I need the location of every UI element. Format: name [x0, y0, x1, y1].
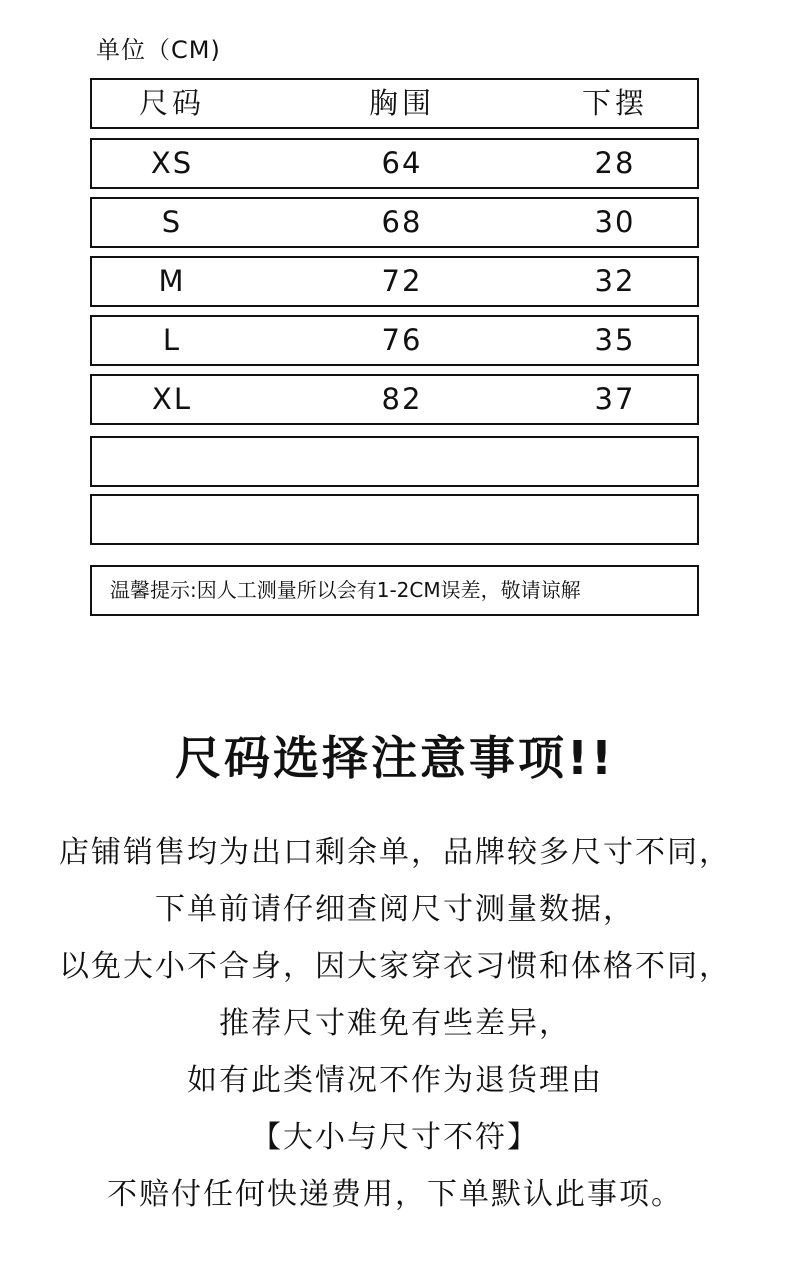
chest-cell: 68 — [381, 205, 423, 239]
table-row — [90, 374, 699, 425]
unit-label: 单位（CM) — [96, 36, 221, 64]
chest-cell: 64 — [381, 146, 423, 180]
hem-cell — [565, 438, 665, 485]
table-row — [90, 197, 699, 248]
notice-line: 如有此类情况不作为退货理由 — [187, 1063, 603, 1098]
hem-cell: 28 — [594, 146, 636, 180]
size-cell: S — [161, 205, 183, 239]
header-chest: 胸围 — [368, 86, 435, 120]
notice-line: 推荐尺寸难免有些差异， — [219, 1006, 571, 1041]
notice-line: 以免大小不合身，因大家穿衣习惯和体格不同， — [59, 949, 731, 984]
header-hem: 下摆 — [581, 86, 648, 120]
chest-cell: 72 — [381, 264, 423, 298]
notice-line: 【大小与尺寸不符】 — [251, 1120, 539, 1155]
measurement-note-box — [90, 565, 699, 616]
notice-line: 不赔付任何快递费用，下单默认此事项。 — [107, 1177, 683, 1212]
header-size: 尺码 — [138, 86, 205, 120]
table-row — [90, 256, 699, 307]
chest-cell: 82 — [381, 382, 423, 416]
chest-cell — [352, 438, 452, 485]
hem-cell: 37 — [594, 382, 636, 416]
table-row — [90, 138, 699, 189]
size-cell — [122, 496, 222, 543]
table-row-empty — [90, 436, 699, 487]
hem-cell: 32 — [594, 264, 636, 298]
size-cell: XL — [151, 382, 193, 416]
size-cell: XS — [150, 146, 194, 180]
size-cell: L — [162, 323, 182, 357]
hem-cell: 35 — [594, 323, 636, 357]
hem-cell: 30 — [594, 205, 636, 239]
measurement-note: 温馨提示:因人工测量所以会有1-2CM误差，敬请谅解 — [110, 578, 581, 602]
notice-line: 下单前请仔细查阅尺寸测量数据， — [155, 892, 635, 927]
notice-title: 尺码选择注意事项!! — [175, 731, 615, 785]
size-cell — [122, 438, 222, 485]
chest-cell — [352, 496, 452, 543]
hem-cell — [565, 496, 665, 543]
notice-line: 店铺销售均为出口剩余单，品牌较多尺寸不同， — [59, 835, 731, 870]
table-header-row — [90, 78, 699, 129]
size-cell: M — [158, 264, 186, 298]
table-row — [90, 315, 699, 366]
table-row-empty — [90, 494, 699, 545]
chest-cell: 76 — [381, 323, 423, 357]
